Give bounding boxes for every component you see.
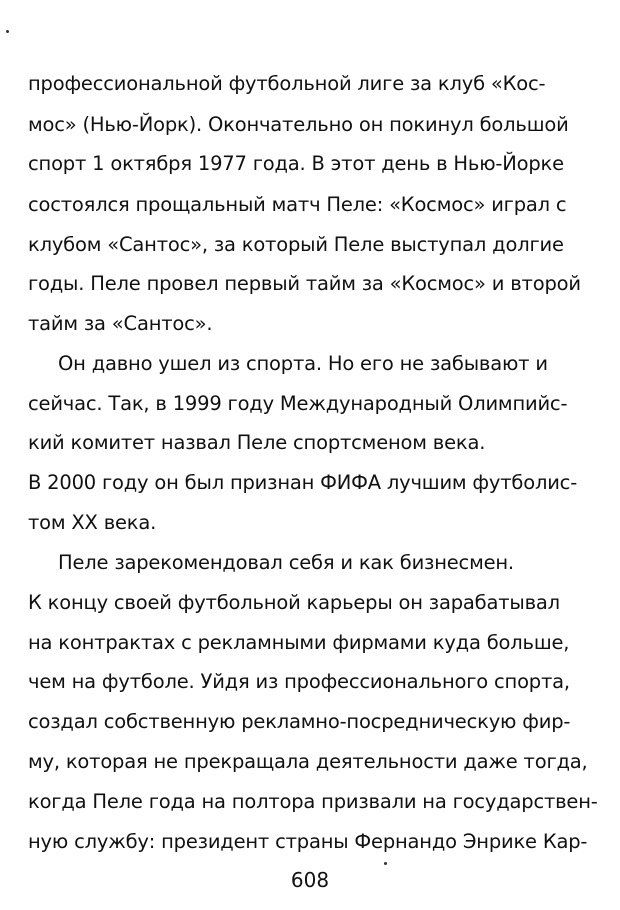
text-line: Пеле зарекомендовал себя и как бизнесмен. — [58, 551, 514, 574]
text-line: годы. Пеле провел первый тайм за «Космос» и второй — [28, 272, 581, 295]
text-line: кий комитет назвал Пеле спортсменом века. — [28, 431, 486, 454]
text-line: му, которая не прекращала деятельности даже тогда, — [28, 750, 588, 773]
text-line: Он давно ушел из спорта. Но его не забывают и — [58, 352, 548, 375]
text-line: спорт 1 октября 1977 года. В этот день в Нью-Йорке — [28, 152, 564, 175]
text-line: когда Пеле года на полтора призвали на государствен- — [28, 790, 598, 813]
text-line: клубом «Сантос», за который Пеле выступал долгие — [28, 233, 564, 256]
text-line: сейчас. Так, в 1999 году Международный Олимпийс- — [28, 392, 568, 415]
text-line: создал собственную рекламно-посредническую фир- — [28, 710, 571, 733]
text-line: чем на футболе. Уйдя из профессионального спорта, — [28, 670, 570, 693]
text-line: том XX века. — [28, 511, 157, 534]
text-line: В 2000 году он был признан ФИФА лучшим футболис- — [28, 471, 578, 494]
text-line: мос» (Нью-Йорк). Окончательно он покинул большой — [28, 113, 569, 136]
text-line: на контрактах с рекламными фирмами куда больше, — [28, 631, 570, 654]
scan-speck — [6, 30, 9, 33]
text-line: состоялся прощальный матч Пеле: «Космос» играл с — [28, 193, 567, 216]
page-number: 608 — [290, 868, 330, 892]
text-line: профессиональной футбольной лиге за клуб «Кос- — [28, 72, 546, 95]
text-line: ную службу: президент страны Фернандо Энрике Кар- — [28, 830, 588, 853]
text-line: К концу своей футбольной карьеры он зарабатывал — [28, 591, 560, 614]
scan-speck — [384, 862, 387, 865]
text-line: тайм за «Сантос». — [28, 312, 213, 335]
